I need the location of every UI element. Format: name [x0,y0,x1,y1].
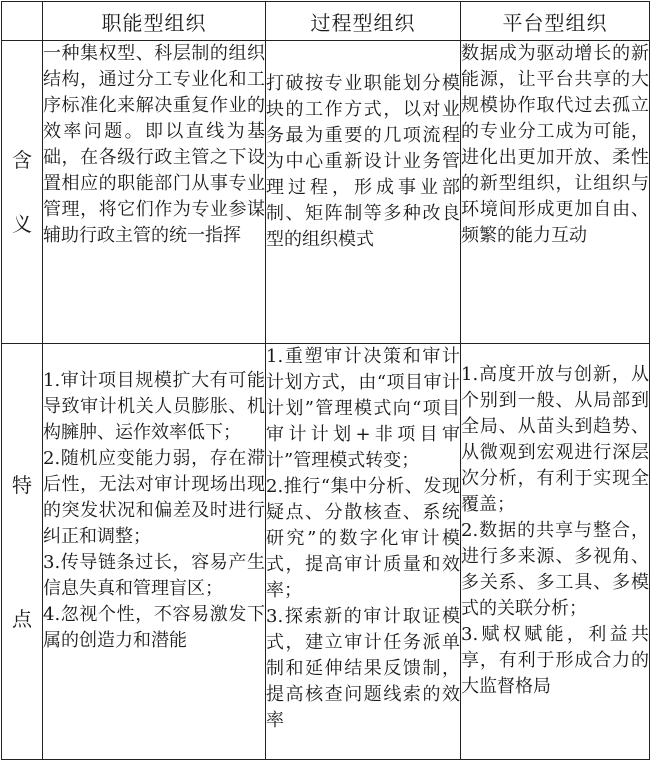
row-label-features [2,344,43,760]
row-label-char: 特 [12,472,32,497]
definition-platform: 数据成为驱动增长的新能源，让平台共享的大规模协作取代过去孤立的专业分工成为可能，进化出更加开放、柔性的新型组织，让组织与环境间形成更加自由、频繁的能力互动 [461,41,650,344]
row-label-definition [2,41,43,344]
header-row [2,2,650,41]
list-item: 1.审计项目规模扩大有可能导致审计机关人员膨胀、机构臃肿、运作效率低下； [43,370,265,443]
header-process: 过程型组织 [266,2,461,41]
list-item: 4.忽视个性，不容易激发下属的创造力和潜能 [43,604,265,651]
header-corner [2,2,43,41]
row-label-char: 点 [12,606,32,631]
list-item: 1.高度开放与创新，从个别到一般、从局部到全局、从苗头到趋势、从微观到宏观进行深层次分析，有利于实现全覆盖； [461,364,649,515]
row-features [2,344,650,760]
header-functional: 职能型组织 [43,2,266,41]
definition-functional: 一种集权型、科层制的组织结构，通过分工专业化和工序标准化来解决重复作业的效率问题。即以直线为基础，在各级行政主管之下设置相应的职能部门从事专业管理，将它们作为专业参谋辅助行政主管的统一指挥 [43,41,266,344]
list-item: 3.传导链条过长，容易产生信息失真和管理盲区； [43,552,265,599]
definition-process: 打破按专业职能划分模块的工作方式，以对业务最为重要的几项流程为中心重新设计业务管理过程，形成事业部制、矩阵制等多种改良型的组织模式 [266,41,461,344]
comparison-table [1,1,650,760]
features-platform [461,344,650,760]
row-label-char: 含 [12,148,32,172]
list-item: 2.随机应变能力弱，存在滞后性，无法对审计现场出现的突发状况和偏差及时进行纠正和调整； [43,448,265,547]
row-definition [2,41,650,344]
header-platform: 平台型组织 [461,2,650,41]
list-item: 3.赋权赋能，利益共享，有利于形成合力的大监督格局 [461,624,649,697]
features-functional [43,344,266,760]
list-item: 2.数据的共享与整合，进行多来源、多视角、多关系、多工具、多模式的关联分析； [461,520,649,619]
list-item: 1.重塑审计决策和审计计划方式，由“项目审计计划”管理模式向“项目审计计划+非项目审计”管理模式转变； [266,346,460,471]
row-label-char: 义 [12,212,32,236]
list-item: 2.推行“集中分析、发现疑点、分散核查、系统研究”的数字化审计模式，提高审计质量和效率； [266,476,460,601]
list-item: 3.探索新的审计取证模式，建立审计任务派单制和延伸结果反馈制，提高核查问题线索的效率 [266,606,460,731]
features-process [266,344,461,760]
